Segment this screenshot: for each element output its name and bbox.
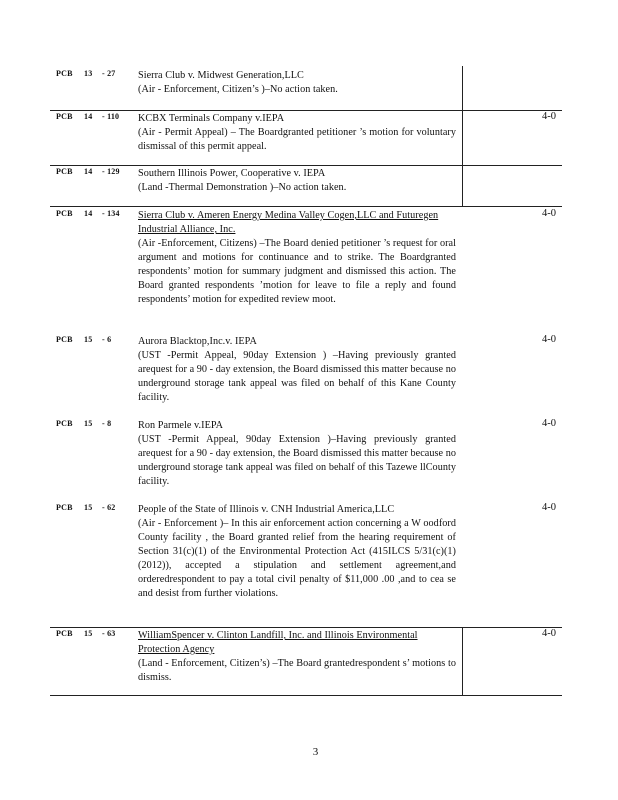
case-description <box>138 167 456 195</box>
docket-prefix: PCB <box>56 335 73 344</box>
column-rule <box>462 110 463 165</box>
case-title: WilliamSpencer v. Clinton Landfill, Inc. and Illinois Environmental Protection Agency <box>138 630 418 655</box>
docket-year: 15 <box>84 503 93 512</box>
row-divider <box>50 165 562 166</box>
row-divider <box>50 110 562 111</box>
row-divider <box>50 695 562 696</box>
docket-year: 15 <box>84 419 93 428</box>
case-title: Sierra Club v. Midwest Generation,LLC <box>138 70 304 81</box>
docket-number: - 62 <box>102 503 116 512</box>
docket-prefix: PCB <box>56 629 73 638</box>
case-summary: (UST -Permit Appeal, 90day Extension ) –Having previously granted arequest for a 90 - day extension, the Board dismissed this matter because no underground storage tank appeal was filed on behalf of this Kane County facility. <box>138 350 456 403</box>
case-number <box>56 629 115 638</box>
case-description <box>138 209 456 307</box>
case-title: Southern Illinois Power, Cooperative v. IEPA <box>138 168 326 179</box>
case-summary: (UST -Permit Appeal, 90day Extension )–Having previously granted arequest for a 90 - day extension, the Board dismissed this matter because no underground storage tank appeal was filed on behalf of this Tazewe llCounty facility. <box>138 434 456 487</box>
case-number <box>56 112 119 121</box>
docket-year: 13 <box>84 69 93 78</box>
docket-prefix: PCB <box>56 503 73 512</box>
case-title: KCBX Terminals Company v.IEPA <box>138 113 285 124</box>
case-description <box>138 69 456 97</box>
docket-prefix: PCB <box>56 209 73 218</box>
row-divider <box>50 627 562 628</box>
docket-number: - 129 <box>102 167 120 176</box>
case-description <box>138 503 456 601</box>
case-number <box>56 335 111 344</box>
case-summary: (Air - Enforcement, Citizen’s )–No action taken. <box>138 84 338 95</box>
case-title: People of the State of Illinois v. CNH Industrial America,LLC <box>138 504 395 515</box>
page-number: 3 <box>312 746 319 758</box>
case-summary: (Air -Enforcement, Citizens) –The Board denied petitioner ’s request for oral argument and motions for continuance and to strike. The Boardgranted respondents’ motion for summary judgment and dismissed this action. The Board granted respondents ’motion for leave to file a reply and found respondents’ motion for expedited review moot. <box>138 238 456 305</box>
docket-year: 14 <box>84 167 93 176</box>
docket-number: - 63 <box>102 629 116 638</box>
case-description <box>138 629 456 685</box>
case-summary: (Air - Enforcement )– In this air enforcement action concerning a W oodford County facility , the Board granted relief from the hearing requirement of Section 31(c)(1) of the Environmental Protection Act (415ILCS 5/31(c)(1) (2012)), accepted a stipulation and settlement agreement,and orderedrespondent to pay a total civil penalty of $11,000 .00 ,and to cea se and desist from further violations. <box>138 518 456 599</box>
case-number <box>56 69 115 78</box>
docket-prefix: PCB <box>56 167 73 176</box>
case-title: Sierra Club v. Ameren Energy Medina Valley Cogen,LLC and Futuregen Industrial Alliance, Inc. <box>138 210 439 235</box>
column-rule <box>462 628 463 695</box>
case-title: Ron Parmele v.IEPA <box>138 420 224 431</box>
column-rule <box>462 165 463 206</box>
docket-prefix: PCB <box>56 69 73 78</box>
docket-prefix: PCB <box>56 419 73 428</box>
docket-year: 15 <box>84 335 93 344</box>
row-divider <box>50 206 562 207</box>
case-summary: (Land - Enforcement, Citizen’s) –The Board grantedrespondent s’ motions to dismiss. <box>138 658 456 683</box>
vote-count: 4-0 <box>542 334 556 345</box>
case-title: Aurora Blacktop,Inc.v. IEPA <box>138 336 257 347</box>
docket-number: - 110 <box>102 112 120 121</box>
docket-number: - 8 <box>102 419 112 428</box>
vote-count: 4-0 <box>542 111 556 122</box>
case-number <box>56 503 115 512</box>
vote-count: 4-0 <box>542 208 556 219</box>
case-number <box>56 419 111 428</box>
column-rule <box>462 66 463 110</box>
docket-year: 15 <box>84 629 93 638</box>
docket-prefix: PCB <box>56 112 73 121</box>
docket-number: - 27 <box>102 69 116 78</box>
case-description <box>138 335 456 405</box>
docket-number: - 134 <box>102 209 120 218</box>
case-summary: (Land -Thermal Demonstration )–No action taken. <box>138 182 347 193</box>
vote-count: 4-0 <box>542 502 556 513</box>
case-description <box>138 419 456 489</box>
vote-count: 4-0 <box>542 418 556 429</box>
docket-year: 14 <box>84 112 93 121</box>
docket-number: - 6 <box>102 335 112 344</box>
docket-year: 14 <box>84 209 93 218</box>
vote-count: 4-0 <box>542 628 556 639</box>
case-number <box>56 209 120 218</box>
case-description <box>138 112 456 154</box>
case-summary: (Air - Permit Appeal) – The Boardgranted petitioner ’s motion for voluntary dismissal of this permit appeal. <box>138 127 456 152</box>
case-number <box>56 167 120 176</box>
